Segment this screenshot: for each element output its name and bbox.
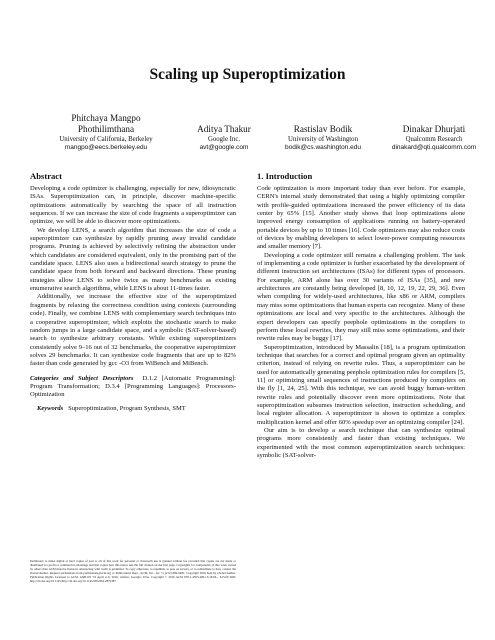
- abstract-paragraph: Developing a code optimizer is challenging, especially for new, idiosyncratic ISAs. Superoptimization can, in principle, discover machine-specific optimizations automatically by searching the space of all instruction sequences. If we can increase the size of code fragments a superoptimizer can optimize, we will be able to discover more optimizations.: [30, 185, 236, 226]
- copyright-footnote: Permission to make digital or hard copies of part or all of this work for personal or classroom use is granted without fee provided that copies are not made or distributed for profit or commercial advantage and that copies bear this notice and the full citation on the first page. Copyrights for components of this work owned by others than ACM must be honored. Abstracting with credit is permitted. To copy otherwise, to republish, to post on servers, or to redistribute to lists, contact the Owner/Author. Request permissions from permissions@acm.org or Publications Dept., ACM, Inc., fax +1 (212) 869-0481. Copyright 2016 held by Owner/Author. Publication Rights Licensed to ACM. ASPLOS '16 April 2–6, 2016, Atlanta, Georgia, USA. Copyright © 2016 ACM 978-1-4503-4091-5/16/04... $15.00 DOI: http://dx.doi.org/10.1145/http://dx.doi.org/10.1145/2872362.2872387: [30, 559, 236, 583]
- author-name: Dinakar Dhurjati: [402, 124, 466, 134]
- author-email: dinakard@qti.qualcomm.com: [391, 144, 477, 151]
- keywords: [30, 405, 236, 413]
- author-affiliation: Qualcomm Research: [405, 136, 463, 143]
- intro-paragraph: Superoptimization, introduced by Massalin [18], is a program optimization technique that searches for a correct and optimal program given an optimality criterion, instead of relying on rewrite rules. Thus, a superoptimizer can be used for automatically generating peephole optimization rules for compilers [5, 11] or optimizing small sequences of instructions produced by compilers on the fly [1, 24, 25]. With this technique, we can avoid buggy human-written rewrite rules and potentially discover even more optimizations. Note that superoptimization subsumes instruction selection, instruction scheduling, and local register allocation. A superoptimizer is shown to optimize a complex multiplication kernel and offer 60% speedup over an optimizing compiler [24].: [257, 343, 465, 426]
- paper-title: Scaling up Superoptimization: [149, 66, 346, 83]
- categories-label: Categories and Subject Descriptors: [30, 374, 134, 382]
- keywords-text: Superoptimization, Program Synthesis, SMT: [68, 404, 186, 412]
- abstract-paragraph: We develop LENS, a search algorithm that increases the size of code a superoptimizer can synthesize by rapidly pruning away invalid candidate programs. Pruning is achieved by selectively refining the abstraction under which candidates are considered equivalent, only in the promising part of the candidate space. LENS also uses a bidirectional search strategy to prune the candidate space from both forward and backward directions. These pruning strategies allow LENS to solve twice as many benchmarks as existing enumerative search algorithms, while LENS is about 11-times faster.: [30, 226, 236, 293]
- author-block: [268, 124, 378, 152]
- author-name: Phitchaya Mangpo Phothilimthana: [71, 113, 141, 134]
- keywords-label: Keywords: [37, 404, 64, 412]
- introduction-section: [257, 171, 465, 460]
- categories-text: D.1.2 [Automatic Programming]: Program Transformation; D.3.4 [Programming Languages]: Processors-Optimization: [30, 374, 236, 399]
- author-affiliation: Google Inc.: [207, 136, 241, 143]
- author-block: [178, 124, 270, 152]
- introduction-heading: 1. Introduction: [257, 171, 313, 181]
- author-email: mangpo@eecs.berkeley.edu: [64, 144, 148, 151]
- intro-paragraph: Our aim is to develop a search technique that can synthesize optimal programs more consistently and faster than existing techniques. We experimented with the most common superoptimization search techniques: symbolic (SAT-solver-: [257, 426, 465, 459]
- abstract-section: [30, 171, 236, 413]
- author-name: Rastislav Bodik: [293, 124, 353, 134]
- author-affiliation: University of Washington: [288, 136, 358, 143]
- author-block: [376, 124, 492, 152]
- categories: [30, 375, 236, 400]
- intro-paragraph: Developing a code optimizer still remains a challenging problem. The task of implementing a code optimizer is further exacerbated by the development of different instruction set architectures (ISAs) for different types of processors. For example, ARM alone has over 30 variants of ISAs [35], and new architectures are constantly being developed [8, 10, 12, 19, 22, 29, 36]. Even when compiling for widely-used architectures, like x86 or ARM, compilers may miss some optimizations that human experts can recognize. Many of these optimizations are local and very specific to the architectures. Although the expert developers can specify peephole optimizations in the compilers to perform these local rewrites, they may still miss some optimizations, and their rewrite rules may be buggy [17].: [257, 251, 465, 343]
- author-email: avt@google.com: [199, 144, 249, 151]
- author-block: [42, 113, 170, 152]
- author-name: Aditya Thakur: [197, 124, 251, 134]
- abstract-heading: Abstract: [30, 171, 62, 181]
- abstract-paragraph: Additionally, we increase the effective size of the superoptimized fragments by relaxing the correctness condition using contexts (surrounding code). Finally, we combine LENS with complementary search techniques into a cooperative superoptimizer, which exploits the stochastic search to make random jumps in a large candidate space, and a symbolic (SAT-solver-based) search to synthesize arbitrary constants. While existing superoptimizers consistently solve 9–16 out of 32 benchmarks, the cooperative superoptimizer solves 29 benchmarks. It can synthesize code fragments that are up to 82% faster than code generated by gcc -O3 from WiBench and MiBench.: [30, 293, 236, 368]
- author-email: bodik@cs.washington.edu: [285, 144, 361, 151]
- author-affiliation: University of California, Berkeley: [59, 136, 153, 143]
- intro-paragraph: Code optimization is more important today than ever before. For example, CERN's internal study demonstrated that using a highly optimizing compiler with profile-guided optimizations increased the power efficiency of its data center by 65% [15]. Another study shows that loop optimizations alone improved energy consumption of applications running on battery-operated portable devices by up to 10 times [16]. Code optimizers may also reduce costs of devices by enabling developers to select lower-power computing resources and smaller memory [7].: [257, 185, 465, 251]
